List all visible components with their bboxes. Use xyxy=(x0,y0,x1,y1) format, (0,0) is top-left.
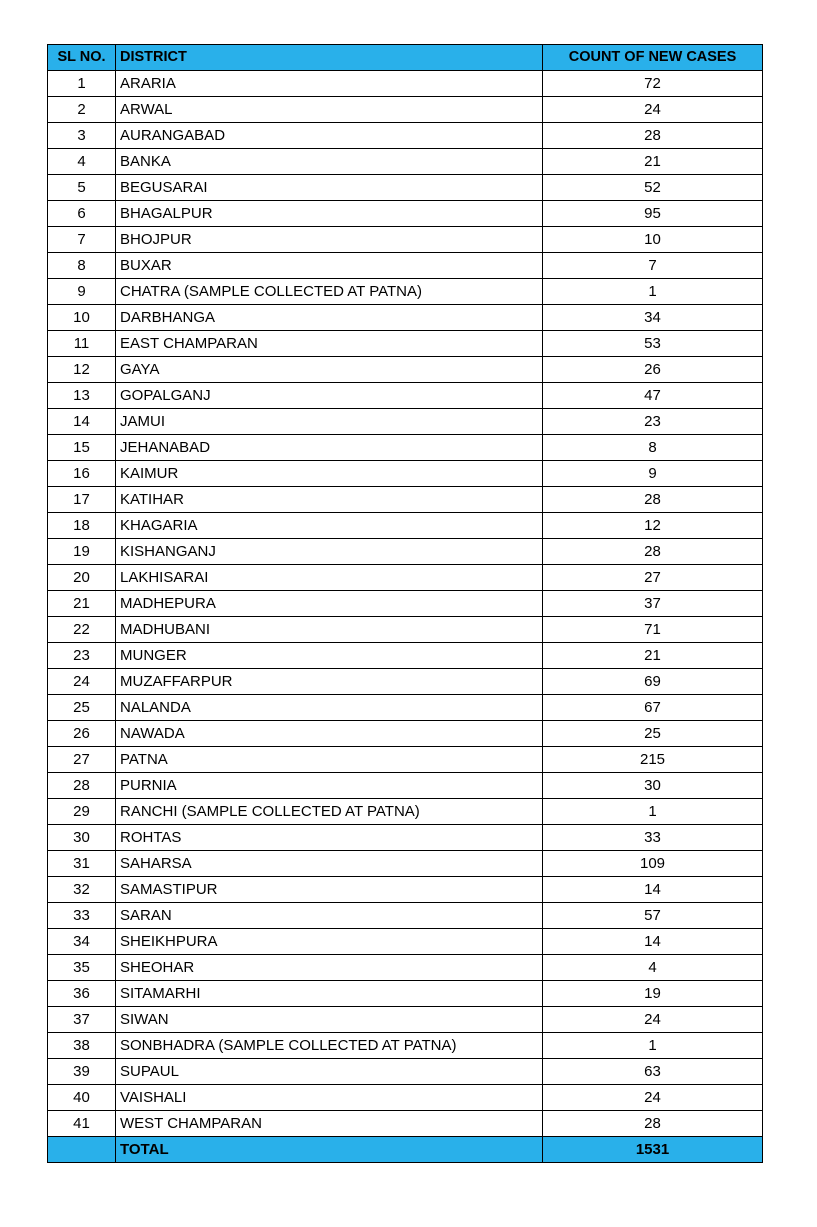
count-cell: 10 xyxy=(543,227,763,253)
count-cell: 33 xyxy=(543,825,763,851)
district-cell: MADHEPURA xyxy=(116,591,543,617)
table-row xyxy=(48,955,763,981)
sl-no-cell: 18 xyxy=(48,513,116,539)
count-cell: 21 xyxy=(543,149,763,175)
count-cell: 26 xyxy=(543,357,763,383)
count-cell: 9 xyxy=(543,461,763,487)
district-cell: KATIHAR xyxy=(116,487,543,513)
sl-no-cell: 5 xyxy=(48,175,116,201)
district-cell: GAYA xyxy=(116,357,543,383)
count-cell: 19 xyxy=(543,981,763,1007)
district-cell: JAMUI xyxy=(116,409,543,435)
district-cell: ARWAL xyxy=(116,97,543,123)
district-cell: SARAN xyxy=(116,903,543,929)
district-cell: PATNA xyxy=(116,747,543,773)
sl-no-cell: 28 xyxy=(48,773,116,799)
table-row xyxy=(48,461,763,487)
sl-no-cell: 15 xyxy=(48,435,116,461)
sl-no-header: SL NO. xyxy=(48,45,116,71)
count-cell: 109 xyxy=(543,851,763,877)
district-cell: WEST CHAMPARAN xyxy=(116,1111,543,1137)
table-row xyxy=(48,825,763,851)
sl-no-cell: 26 xyxy=(48,721,116,747)
table-row xyxy=(48,409,763,435)
sl-no-cell: 2 xyxy=(48,97,116,123)
district-cell: KAIMUR xyxy=(116,461,543,487)
sl-no-cell: 41 xyxy=(48,1111,116,1137)
table-row xyxy=(48,305,763,331)
sl-no-cell: 23 xyxy=(48,643,116,669)
district-cell: SONBHADRA (SAMPLE COLLECTED AT PATNA) xyxy=(116,1033,543,1059)
count-cell: 24 xyxy=(543,97,763,123)
table-row xyxy=(48,539,763,565)
table-row xyxy=(48,123,763,149)
district-cell: PURNIA xyxy=(116,773,543,799)
district-cell: SITAMARHI xyxy=(116,981,543,1007)
table-row xyxy=(48,669,763,695)
sl-no-cell: 29 xyxy=(48,799,116,825)
district-cell: SUPAUL xyxy=(116,1059,543,1085)
district-cell: MADHUBANI xyxy=(116,617,543,643)
table-row xyxy=(48,617,763,643)
sl-no-cell: 35 xyxy=(48,955,116,981)
count-cell: 47 xyxy=(543,383,763,409)
table-row xyxy=(48,71,763,97)
header-row xyxy=(48,45,763,71)
table-row xyxy=(48,565,763,591)
table-row xyxy=(48,591,763,617)
count-cell: 95 xyxy=(543,201,763,227)
total-label: TOTAL xyxy=(116,1137,543,1163)
district-cell: ROHTAS xyxy=(116,825,543,851)
count-cell: 12 xyxy=(543,513,763,539)
count-cell: 1 xyxy=(543,799,763,825)
table-row xyxy=(48,357,763,383)
sl-no-cell: 1 xyxy=(48,71,116,97)
district-cell: SHEIKHPURA xyxy=(116,929,543,955)
sl-no-cell: 36 xyxy=(48,981,116,1007)
sl-no-cell: 4 xyxy=(48,149,116,175)
count-cell: 8 xyxy=(543,435,763,461)
district-cell: VAISHALI xyxy=(116,1085,543,1111)
table-body xyxy=(48,71,763,1137)
count-cell: 30 xyxy=(543,773,763,799)
sl-no-cell: 20 xyxy=(48,565,116,591)
sl-no-cell: 16 xyxy=(48,461,116,487)
district-cell: NALANDA xyxy=(116,695,543,721)
table-row xyxy=(48,97,763,123)
sl-no-cell: 34 xyxy=(48,929,116,955)
district-cell: BANKA xyxy=(116,149,543,175)
count-cell: 25 xyxy=(543,721,763,747)
sl-no-cell: 40 xyxy=(48,1085,116,1111)
count-cell: 24 xyxy=(543,1085,763,1111)
district-cell: MUZAFFARPUR xyxy=(116,669,543,695)
table-row xyxy=(48,721,763,747)
sl-no-cell: 30 xyxy=(48,825,116,851)
table-row xyxy=(48,149,763,175)
total-row xyxy=(48,1137,763,1163)
district-cell: BHAGALPUR xyxy=(116,201,543,227)
table-row xyxy=(48,279,763,305)
table-row xyxy=(48,435,763,461)
district-cell: CHATRA (SAMPLE COLLECTED AT PATNA) xyxy=(116,279,543,305)
sl-no-cell: 7 xyxy=(48,227,116,253)
count-cell: 28 xyxy=(543,1111,763,1137)
table-row xyxy=(48,1033,763,1059)
district-cell: ARARIA xyxy=(116,71,543,97)
count-cell: 67 xyxy=(543,695,763,721)
district-cell: BUXAR xyxy=(116,253,543,279)
sl-no-cell: 27 xyxy=(48,747,116,773)
table-row xyxy=(48,253,763,279)
district-cell: SIWAN xyxy=(116,1007,543,1033)
sl-no-cell: 9 xyxy=(48,279,116,305)
district-cases-table xyxy=(47,44,763,1163)
table-row xyxy=(48,773,763,799)
table-row xyxy=(48,513,763,539)
sl-no-cell: 32 xyxy=(48,877,116,903)
table-row xyxy=(48,1111,763,1137)
table-row xyxy=(48,877,763,903)
sl-no-cell: 19 xyxy=(48,539,116,565)
count-cell: 52 xyxy=(543,175,763,201)
district-cell: DARBHANGA xyxy=(116,305,543,331)
table-row xyxy=(48,487,763,513)
sl-no-cell: 3 xyxy=(48,123,116,149)
table-row xyxy=(48,643,763,669)
sl-no-cell: 39 xyxy=(48,1059,116,1085)
count-cell: 14 xyxy=(543,877,763,903)
district-header: DISTRICT xyxy=(116,45,543,71)
district-cell: NAWADA xyxy=(116,721,543,747)
table-row xyxy=(48,799,763,825)
count-cell: 23 xyxy=(543,409,763,435)
district-cell: BHOJPUR xyxy=(116,227,543,253)
table-row xyxy=(48,851,763,877)
sl-no-cell: 6 xyxy=(48,201,116,227)
table-row xyxy=(48,1007,763,1033)
count-cell: 27 xyxy=(543,565,763,591)
count-cell: 28 xyxy=(543,539,763,565)
district-cell: KHAGARIA xyxy=(116,513,543,539)
table-header xyxy=(48,45,763,71)
sl-no-cell: 13 xyxy=(48,383,116,409)
sl-no-cell: 25 xyxy=(48,695,116,721)
count-cell: 71 xyxy=(543,617,763,643)
count-cell: 53 xyxy=(543,331,763,357)
table-row xyxy=(48,695,763,721)
sl-no-cell: 33 xyxy=(48,903,116,929)
count-cell: 69 xyxy=(543,669,763,695)
count-cell: 4 xyxy=(543,955,763,981)
count-cell: 215 xyxy=(543,747,763,773)
count-cell: 63 xyxy=(543,1059,763,1085)
district-cell: EAST CHAMPARAN xyxy=(116,331,543,357)
table-row xyxy=(48,331,763,357)
count-cell: 37 xyxy=(543,591,763,617)
table-row xyxy=(48,1085,763,1111)
count-cell: 57 xyxy=(543,903,763,929)
sl-no-cell: 14 xyxy=(48,409,116,435)
district-cell: BEGUSARAI xyxy=(116,175,543,201)
sl-no-cell: 37 xyxy=(48,1007,116,1033)
count-header: COUNT OF NEW CASES xyxy=(543,45,763,71)
count-cell: 34 xyxy=(543,305,763,331)
sl-no-cell: 31 xyxy=(48,851,116,877)
count-cell: 72 xyxy=(543,71,763,97)
district-cell: SHEOHAR xyxy=(116,955,543,981)
table-row xyxy=(48,201,763,227)
sl-no-cell: 38 xyxy=(48,1033,116,1059)
table-row xyxy=(48,929,763,955)
district-cell: AURANGABAD xyxy=(116,123,543,149)
count-cell: 7 xyxy=(543,253,763,279)
count-cell: 28 xyxy=(543,487,763,513)
table-row xyxy=(48,227,763,253)
sl-no-cell: 11 xyxy=(48,331,116,357)
district-cell: JEHANABAD xyxy=(116,435,543,461)
sl-no-cell: 12 xyxy=(48,357,116,383)
sl-no-cell: 21 xyxy=(48,591,116,617)
count-cell: 24 xyxy=(543,1007,763,1033)
table-row xyxy=(48,903,763,929)
sl-no-cell: 10 xyxy=(48,305,116,331)
table-footer xyxy=(48,1137,763,1163)
count-cell: 1 xyxy=(543,279,763,305)
sl-no-cell: 17 xyxy=(48,487,116,513)
sl-no-cell: 8 xyxy=(48,253,116,279)
table-row xyxy=(48,981,763,1007)
district-cell: RANCHI (SAMPLE COLLECTED AT PATNA) xyxy=(116,799,543,825)
district-cell: MUNGER xyxy=(116,643,543,669)
district-cell: GOPALGANJ xyxy=(116,383,543,409)
sl-no-cell: 22 xyxy=(48,617,116,643)
total-sl-cell xyxy=(48,1137,116,1163)
table-row xyxy=(48,747,763,773)
table-row xyxy=(48,383,763,409)
district-cell: KISHANGANJ xyxy=(116,539,543,565)
count-cell: 14 xyxy=(543,929,763,955)
district-cell: LAKHISARAI xyxy=(116,565,543,591)
count-cell: 28 xyxy=(543,123,763,149)
total-count: 1531 xyxy=(543,1137,763,1163)
district-cell: SAHARSA xyxy=(116,851,543,877)
count-cell: 21 xyxy=(543,643,763,669)
sl-no-cell: 24 xyxy=(48,669,116,695)
count-cell: 1 xyxy=(543,1033,763,1059)
district-cell: SAMASTIPUR xyxy=(116,877,543,903)
table-row xyxy=(48,1059,763,1085)
table-row xyxy=(48,175,763,201)
